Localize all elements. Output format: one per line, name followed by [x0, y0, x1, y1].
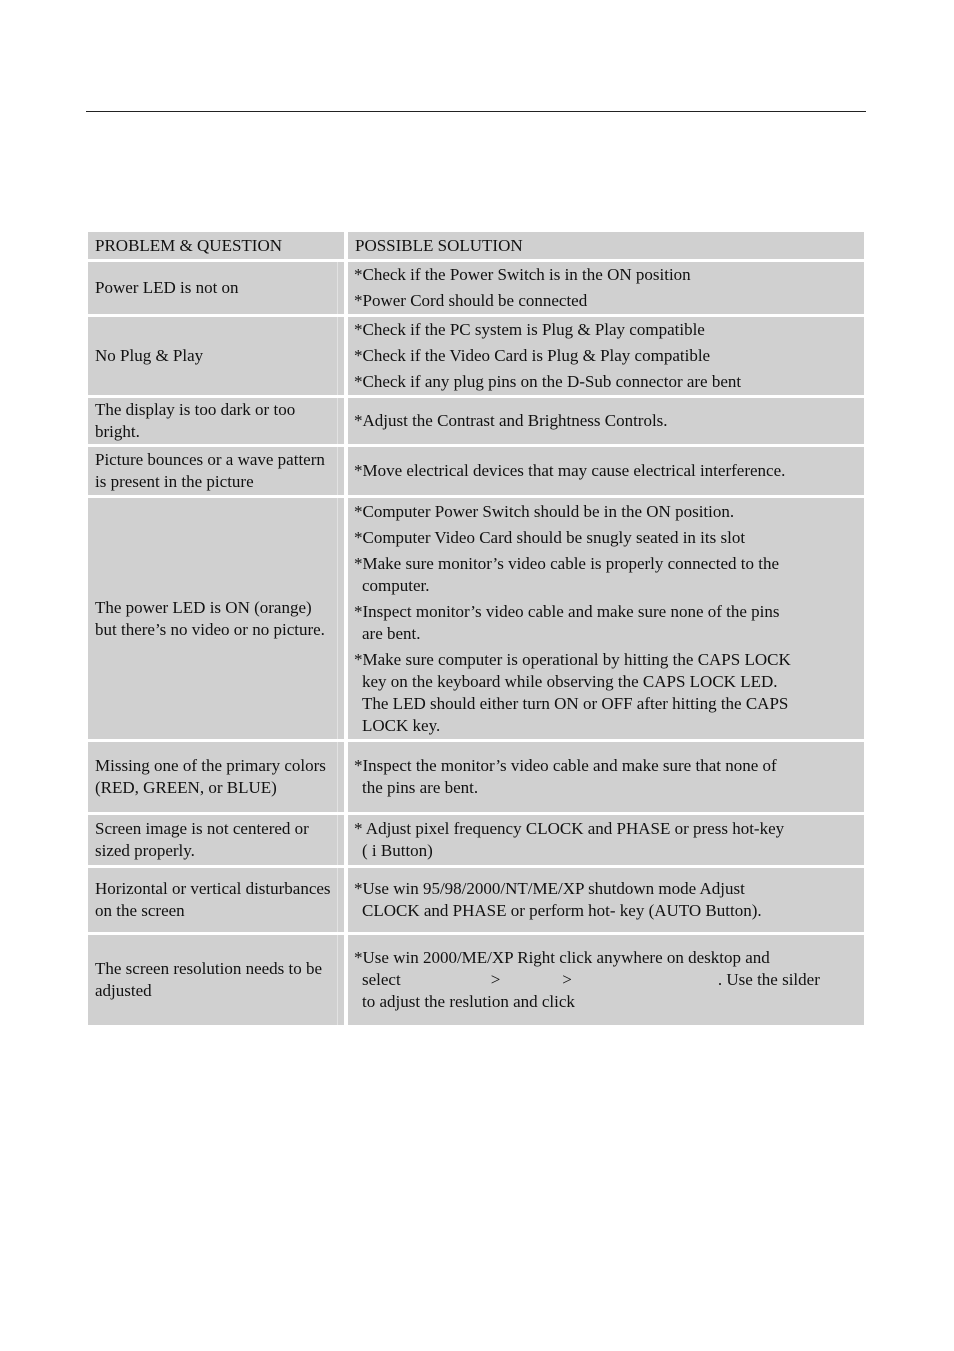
problem-text: The display is too dark or too bright. — [95, 400, 296, 441]
solution-item — [354, 601, 856, 645]
solution-cell-not-centered — [348, 815, 864, 865]
solution-cell-picture-bounces — [348, 447, 864, 495]
solution-item — [354, 947, 856, 1013]
problem-text: Picture bounces or a wave pattern is present in the picture — [95, 450, 325, 491]
solution-line: *Check if the Power Switch is in the ON position — [354, 265, 691, 284]
problem-text: Horizontal or vertical disturbances on the screen — [95, 879, 331, 920]
problem-text: Power LED is not on — [95, 278, 239, 297]
solution-fragment: . Use the silder — [717, 970, 820, 989]
problem-cell-no-video — [88, 498, 344, 739]
solution-item — [354, 649, 856, 737]
solution-fragment: select — [362, 970, 401, 989]
problem-cell-disturbances — [88, 868, 344, 932]
problem-cell-power-led — [88, 262, 344, 314]
solution-line: *Check if the PC system is Plug & Play compatible — [354, 320, 705, 339]
solution-fragment: > — [490, 970, 501, 989]
solution-line: * Adjust pixel frequency CLOCK and PHASE or press hot-key — [354, 819, 785, 838]
solution-line: the pins are bent. — [362, 778, 479, 797]
solution-line: *Make sure computer is operational by hitting the CAPS LOCK — [354, 649, 791, 669]
solution-cell-resolution — [348, 935, 864, 1025]
solution-line: *Move electrical devices that may cause electrical interference. — [354, 461, 786, 480]
solution-line: *Inspect monitor’s video cable and make sure none of the pins — [354, 601, 780, 621]
solution-line-fragmented — [354, 969, 856, 991]
header-solution-cell — [348, 232, 864, 259]
solution-item — [354, 878, 856, 922]
header-problem-label: PROBLEM & QUESTION — [95, 235, 283, 255]
solution-line: ( i Button) — [362, 841, 433, 860]
solution-line: *Use win 95/98/2000/NT/ME/XP shutdown mode Adjust — [354, 879, 745, 898]
problem-cell-resolution — [88, 935, 344, 1025]
solution-line: *Power Cord should be connected — [354, 291, 588, 310]
solution-line: computer. — [362, 575, 430, 595]
solution-cell-power-led — [348, 262, 864, 314]
problem-cell-missing-color — [88, 742, 344, 812]
solution-line: CLOCK and PHASE or perform hot- key (AUTO Button). — [362, 901, 762, 920]
problem-text: The screen resolution needs to be adjusted — [95, 959, 323, 1000]
problem-cell-too-dark — [88, 398, 344, 444]
solution-line: The LED should either turn ON or OFF after hitting the CAPS — [362, 693, 789, 713]
solution-cell-plug-play — [348, 317, 864, 395]
header-solution-label: POSSIBLE SOLUTION — [355, 235, 523, 255]
solution-line: *Computer Power Switch should be in the ON position. — [354, 501, 735, 521]
solution-line: *Adjust the Contrast and Brightness Controls. — [354, 411, 668, 430]
solution-cell-too-dark — [348, 398, 864, 444]
problem-text: Missing one of the primary colors (RED, GREEN, or BLUE) — [95, 756, 326, 797]
problem-text: Screen image is not centered or sized properly. — [95, 819, 309, 860]
top-rule — [86, 111, 866, 112]
problem-cell-not-centered — [88, 815, 344, 865]
solution-fragment: > — [562, 970, 572, 989]
solution-item — [354, 818, 856, 862]
solution-line: key on the keyboard while observing the CAPS LOCK LED. — [362, 671, 778, 691]
solution-line: LOCK key. — [362, 715, 441, 735]
solution-line: *Make sure monitor’s video cable is properly connected to the — [354, 553, 780, 573]
problem-cell-plug-play — [88, 317, 344, 395]
solution-line: *Computer Video Card should be snugly seated in its slot — [354, 527, 746, 547]
solution-line: *Inspect the monitor’s video cable and make sure that none of — [354, 756, 777, 775]
problem-text: The power LED is ON (orange) but there’s no video or no picture. — [95, 597, 325, 639]
problem-text: No Plug & Play — [95, 346, 204, 365]
solution-cell-missing-color — [348, 742, 864, 812]
solution-cell-disturbances — [348, 868, 864, 932]
solution-line: *Use win 2000/ME/XP Right click anywhere on desktop and — [354, 948, 770, 967]
solution-item — [354, 755, 856, 799]
solution-line: to adjust the reslution and click — [362, 992, 575, 1011]
solution-line: are bent. — [362, 623, 421, 643]
header-problem-cell — [88, 232, 344, 259]
solution-line: *Check if any plug pins on the D-Sub connector are bent — [354, 372, 742, 391]
problem-cell-picture-bounces — [88, 447, 344, 495]
solution-cell-no-video — [348, 498, 864, 739]
solution-item — [354, 553, 856, 597]
solution-line: *Check if the Video Card is Plug & Play compatible — [354, 346, 711, 365]
